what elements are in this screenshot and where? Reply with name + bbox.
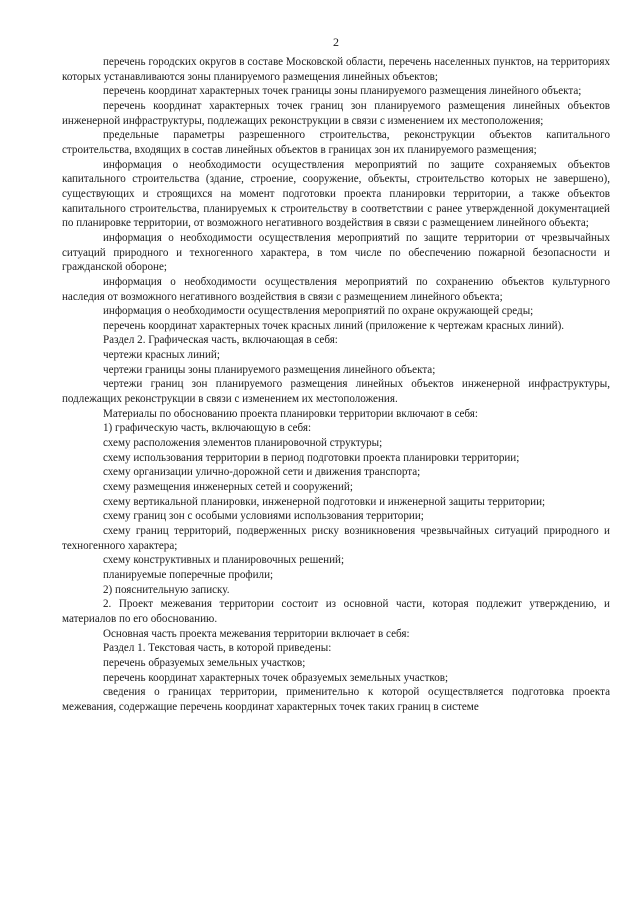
paragraph: схему расположения элементов планировочной структуры; [103,437,383,450]
paragraph: схему размещения инженерных сетей и сооружений; [103,481,353,494]
paragraph: планируемые поперечные профили; [103,568,274,581]
paragraph: Раздел 1. Текстовая часть, в которой приведены: [103,642,332,655]
paragraph: схему организации улично-дорожной сети и движения транспорта; [103,466,421,479]
document-body [62,55,610,715]
paragraph: информация о необходимости осуществления мероприятий по защите сохраняемых объектов капитального строительства (здание, строение, сооружение, объекты, строительство которых не завершено), существующих и строящихся на момент подготовки проекта планировки территории, а также объектов капитального строительства, планируемых к строительству в соответствии с ранее утвержденной документацией по планировке территории, от возможного негативного воздействия в связи с размещением линейного объекта; [62,158,610,230]
paragraph: Раздел 2. Графическая часть, включающая в себя: [103,334,338,347]
paragraph: информация о необходимости осуществления мероприятий по защите территории от чрезвычайных ситуаций природного и техногенного характера, в том числе по обеспечению пожарной безопасности и гражданской обороне; [62,231,610,274]
paragraph: схему границ территорий, подверженных риску возникновения чрезвычайных ситуаций природного и техногенного характера; [62,525,610,552]
paragraph: сведения о границах территории, применительно к которой осуществляется подготовка проекта межевания, содержащие перечень координат характерных точек таких границ в системе [62,686,610,713]
paragraph: перечень координат характерных точек границ зон планируемого размещения линейных объектов инженерной инфраструктуры, подлежащих реконструкции в связи с изменением их местоположения; [62,99,610,127]
paragraph: 2. Проект межевания территории состоит из основной части, которая подлежит утверждению, и материалов по его обоснованию. [62,598,610,625]
paragraph: перечень городских округов в составе Московской области, перечень населенных пунктов, на территориях которых устанавливаются зоны планируемого размещения линейных объектов; [62,56,610,83]
paragraph: чертежи границы зоны планируемого размещения линейного объекта; [103,363,436,376]
paragraph: схему конструктивных и планировочных решений; [103,554,345,567]
paragraph: перечень образуемых земельных участков; [103,656,306,669]
paragraph: предельные параметры разрешенного строительства, реконструкции объектов капитального строительства, входящих в состав линейных объектов в границах зон их планируемого размещения; [62,129,610,156]
paragraph: Основная часть проекта межевания территории включает в себя: [103,627,410,640]
paragraph: схему вертикальной планировки, инженерной подготовки и инженерной защиты территории; [103,495,546,508]
paragraph: 2) пояснительную записку. [103,583,230,596]
paragraph: схему границ зон с особыми условиями использования территории; [103,510,424,523]
paragraph: перечень координат характерных точек границы зоны планируемого размещения линейного объекта; [103,85,582,98]
paragraph: чертежи границ зон планируемого размещения линейных объектов инженерной инфраструктуры, подлежащих реконструкции в связи с изменением их местоположения. [62,378,610,406]
page-number: 2 [333,35,339,49]
paragraph: информация о необходимости осуществления мероприятий по сохранению объектов культурного наследия от возможного негативного воздействия в связи с размещением линейного объекта; [62,275,610,303]
paragraph: 1) графическую часть, включающую в себя: [103,422,312,435]
paragraph: Материалы по обоснованию проекта планировки территории включают в себя: [103,407,478,420]
paragraph: перечень координат характерных точек образуемых земельных участков; [103,671,449,684]
paragraph: перечень координат характерных точек красных линий (приложение к чертежам красных линий). [103,319,565,332]
paragraph: информация о необходимости осуществления мероприятий по охране окружающей среды; [103,305,534,318]
paragraph: чертежи красных линий; [103,349,220,362]
paragraph: схему использования территории в период подготовки проекта планировки территории; [103,451,520,464]
